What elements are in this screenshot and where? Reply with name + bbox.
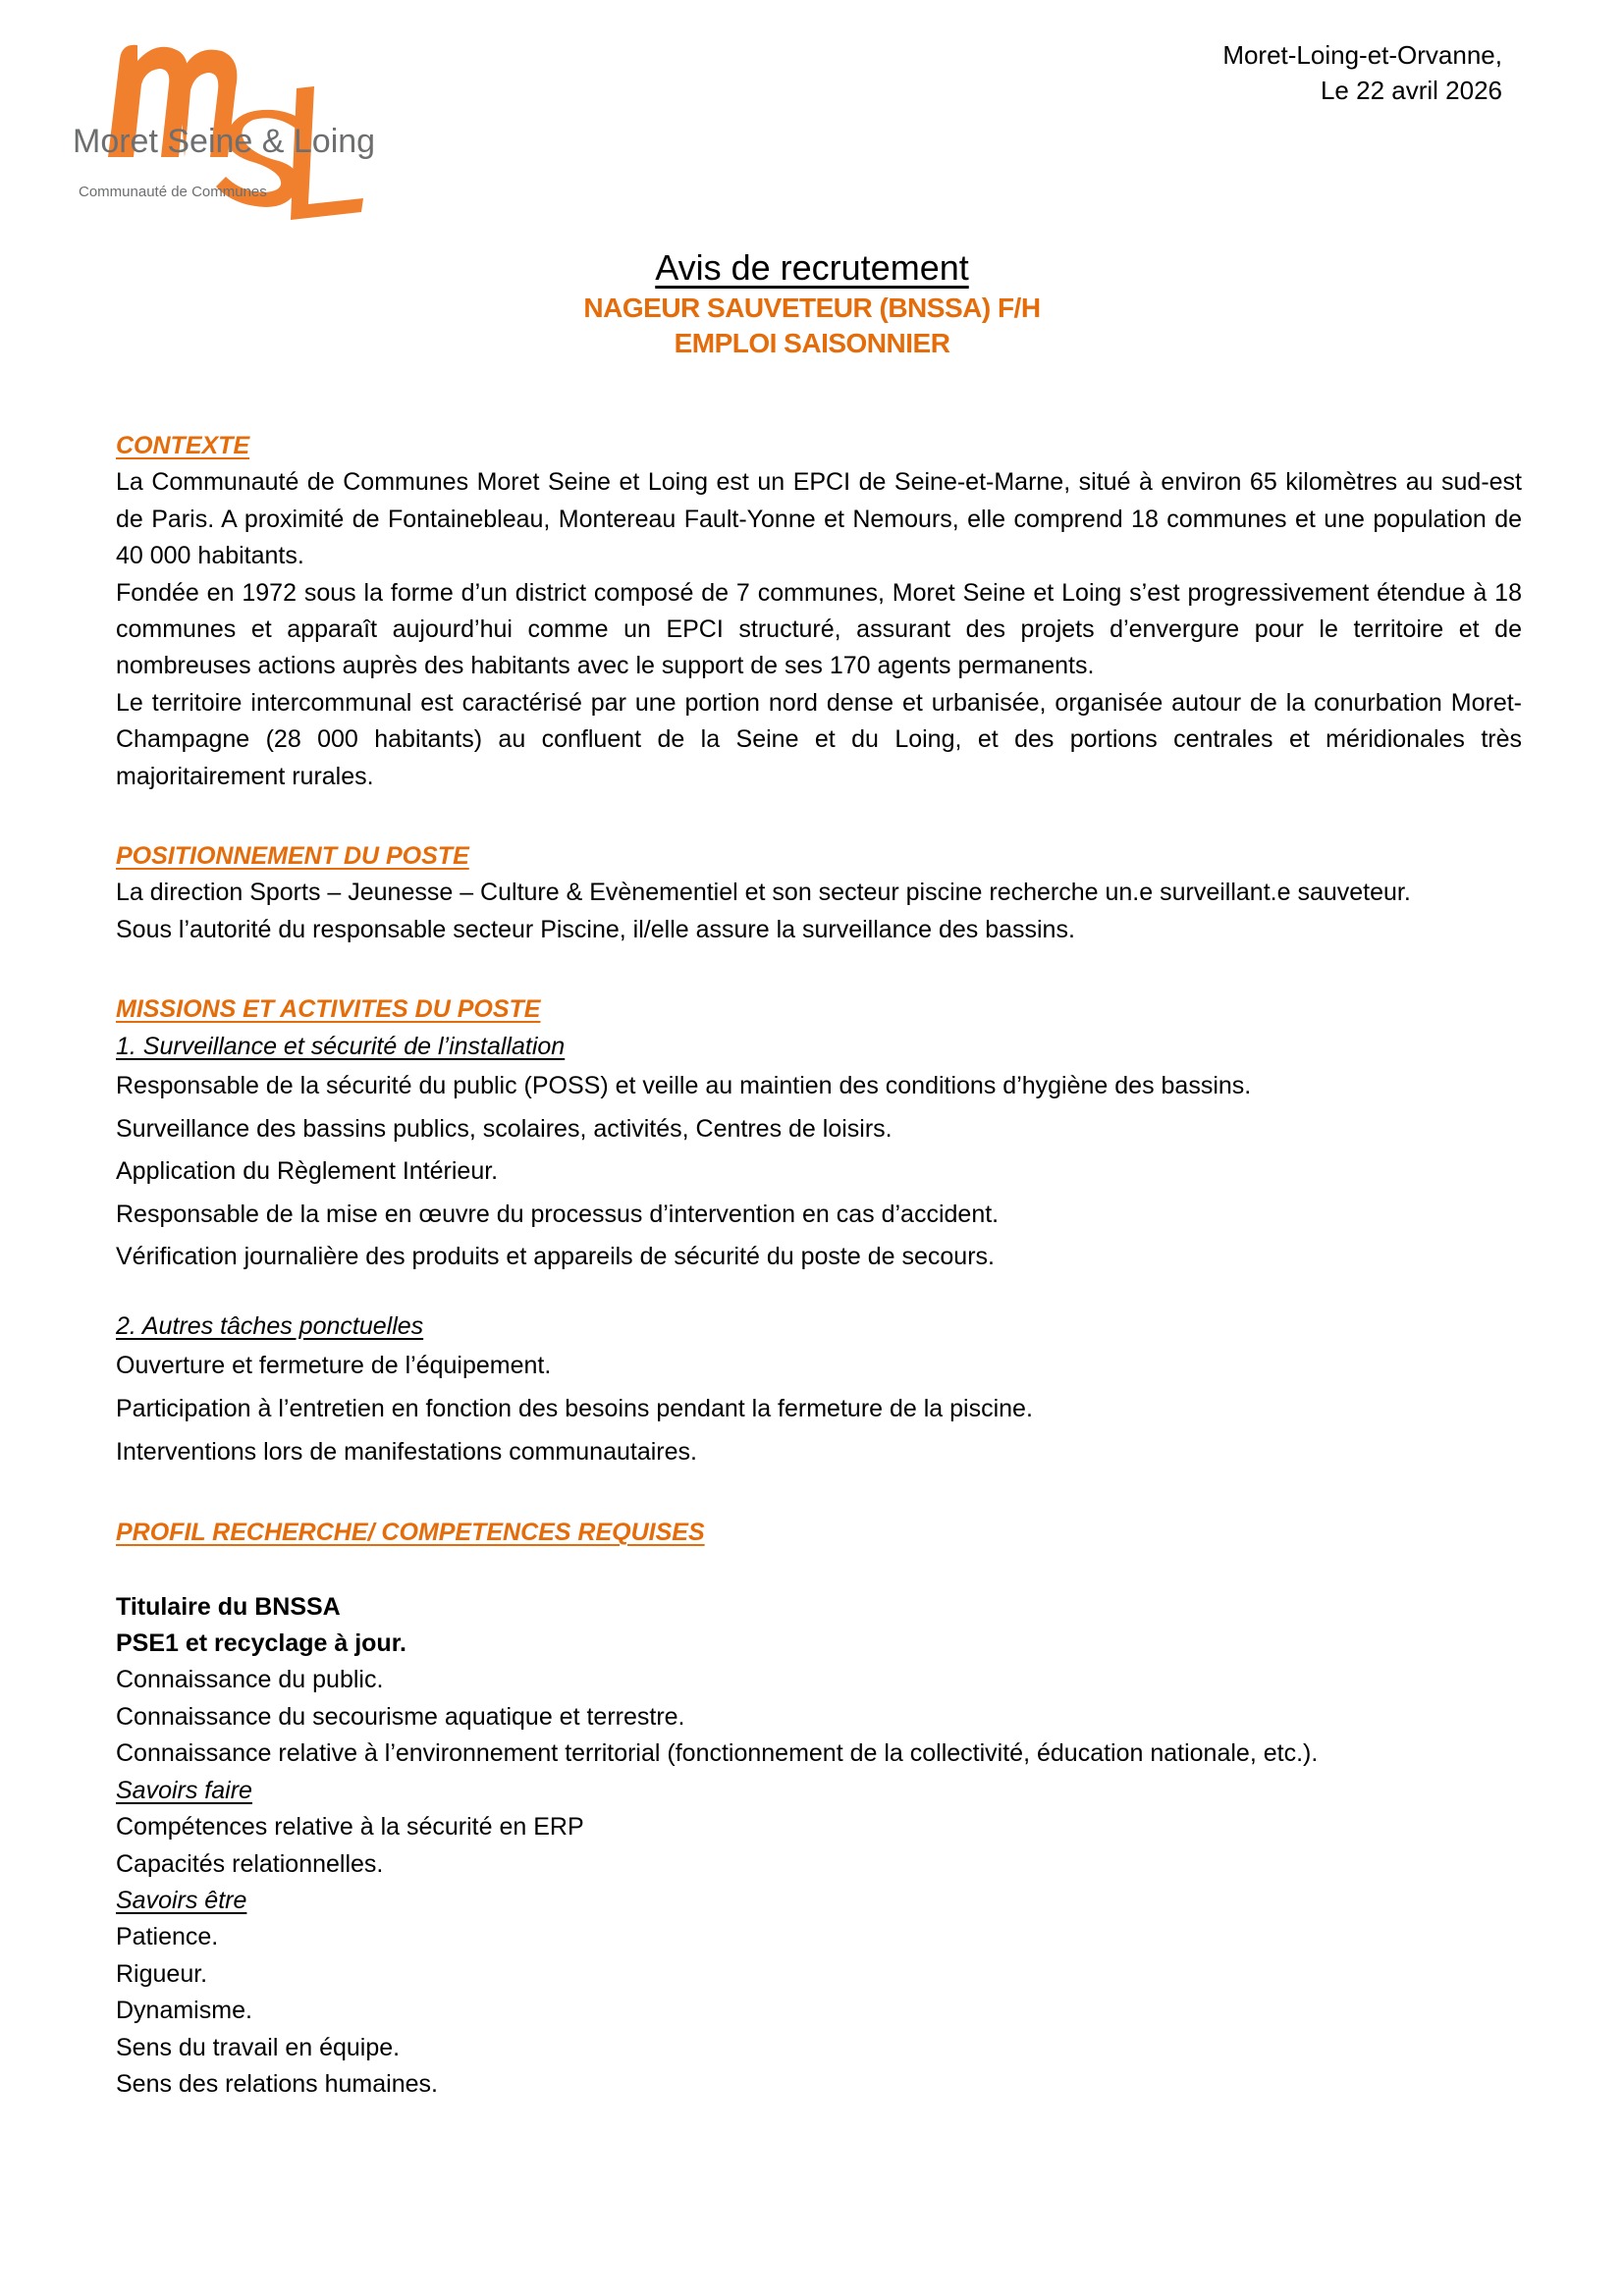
knowledge-item: Connaissance relative à l’environnement territorial (fonctionnement de la collectivité, éducation nationale, etc.). — [116, 1739, 1319, 1768]
savoir-etre-title: Savoirs être — [116, 1886, 247, 1914]
section-contexte — [116, 428, 1522, 795]
mission-item: Responsable de la mise en œuvre du processus d’intervention en cas d’accident. — [116, 1200, 1000, 1228]
mission-item: Responsable de la sécurité du public (POSS) et veille au maintien des conditions d’hygiène des bassins. — [116, 1072, 1252, 1100]
savoir-faire-item: Compétences relative à la sécurité en ERP — [116, 1813, 584, 1842]
savoir-etre-item: Rigueur. — [116, 1959, 208, 1988]
section-heading: POSITIONNEMENT DU POSTE — [116, 842, 469, 871]
section-positionnement — [116, 838, 1522, 948]
svg-text:Communauté de Communes: Communauté de Communes — [79, 184, 267, 200]
mission-item: Interventions lors de manifestations communautaires. — [116, 1437, 697, 1466]
mission-item: Vérification journalière des produits et appareils de sécurité du poste de secours. — [116, 1243, 995, 1271]
savoir-etre-item: Patience. — [116, 1923, 219, 1951]
section-profil — [116, 1515, 1522, 2103]
place-date — [1222, 37, 1502, 108]
section-missions — [116, 991, 1522, 1473]
msl-logo-graphic — [69, 29, 403, 226]
svg-text:Moret Seine & Loing: Moret Seine & Loing — [73, 123, 376, 160]
job-title: NAGEUR SAUVETEUR (BNSSA) F/H — [583, 293, 1041, 323]
mission-item: Application du Règlement Intérieur. — [116, 1157, 499, 1186]
job-type: EMPLOI SAISONNIER — [674, 328, 950, 358]
paragraph: Sous l’autorité du responsable secteur Piscine, il/elle assure la surveillance des bassins. — [116, 915, 1075, 943]
msl-logo — [69, 29, 403, 226]
place: Moret-Loing-et-Orvanne, — [1222, 40, 1502, 70]
document-body — [116, 428, 1522, 2103]
paragraph: La direction Sports – Jeunesse – Culture & Evènementiel et son secteur piscine recherche un.e surveillant.e sauveteur. — [116, 879, 1411, 907]
savoir-faire-title: Savoirs faire — [116, 1776, 252, 1804]
mission-group-title: 1. Surveillance et sécurité de l’installation — [116, 1032, 566, 1060]
required-qualification: PSE1 et recyclage à jour. — [116, 1629, 406, 1658]
knowledge-item: Connaissance du public. — [116, 1666, 384, 1694]
savoir-etre-item: Sens des relations humaines. — [116, 2069, 438, 2098]
savoir-etre-item: Dynamisme. — [116, 1997, 252, 2025]
paragraph: La Communauté de Communes Moret Seine et Loing est un EPCI de Seine-et-Marne, situé à environ 65 kilomètres au sud-est de Paris. A proximité de Fontainebleau, Montereau Fault-Yonne et Nemours, elle comprend 18 communes et une population de 40 000 habitants. — [116, 468, 1522, 570]
paragraph: Le territoire intercommunal est caractérisé par une portion nord dense et urbanisée, organisée autour de la conurbation Moret-Champagne (28 000 habitants) au confluent de la Seine et du Loing, et des portions centrales et méridionales très majoritairement rurales. — [116, 688, 1522, 790]
title-block — [0, 245, 1624, 361]
section-heading: PROFIL RECHERCHE/ COMPETENCES REQUISES — [116, 1519, 705, 1547]
mission-item: Surveillance des bassins publics, scolaires, activités, Centres de loisirs. — [116, 1114, 893, 1143]
date: Le 22 avril 2026 — [1320, 76, 1502, 105]
section-heading: MISSIONS ET ACTIVITES DU POSTE — [116, 995, 541, 1024]
mission-item: Ouverture et fermeture de l’équipement. — [116, 1352, 552, 1380]
mission-group-title: 2. Autres tâches ponctuelles — [116, 1312, 424, 1341]
required-qualification: Titulaire du BNSSA — [116, 1592, 341, 1621]
paragraph: Fondée en 1972 sous la forme d’un district composé de 7 communes, Moret Seine et Loing s’est progressivement étendue à 18 communes et apparaît aujourd’hui comme un EPCI structuré, assurant des projets d’envergure pour le territoire et de nombreuses actions auprès des habitants avec le support de ses 170 agents permanents. — [116, 578, 1522, 680]
section-heading: CONTEXTE — [116, 432, 250, 459]
page-title: Avis de recrutement — [655, 247, 969, 288]
mission-item: Participation à l’entretien en fonction des besoins pendant la fermeture de la piscine. — [116, 1395, 1033, 1423]
savoir-etre-item: Sens du travail en équipe. — [116, 2033, 401, 2061]
savoir-faire-item: Capacités relationnelles. — [116, 1849, 384, 1878]
knowledge-item: Connaissance du secourisme aquatique et terrestre. — [116, 1702, 685, 1731]
